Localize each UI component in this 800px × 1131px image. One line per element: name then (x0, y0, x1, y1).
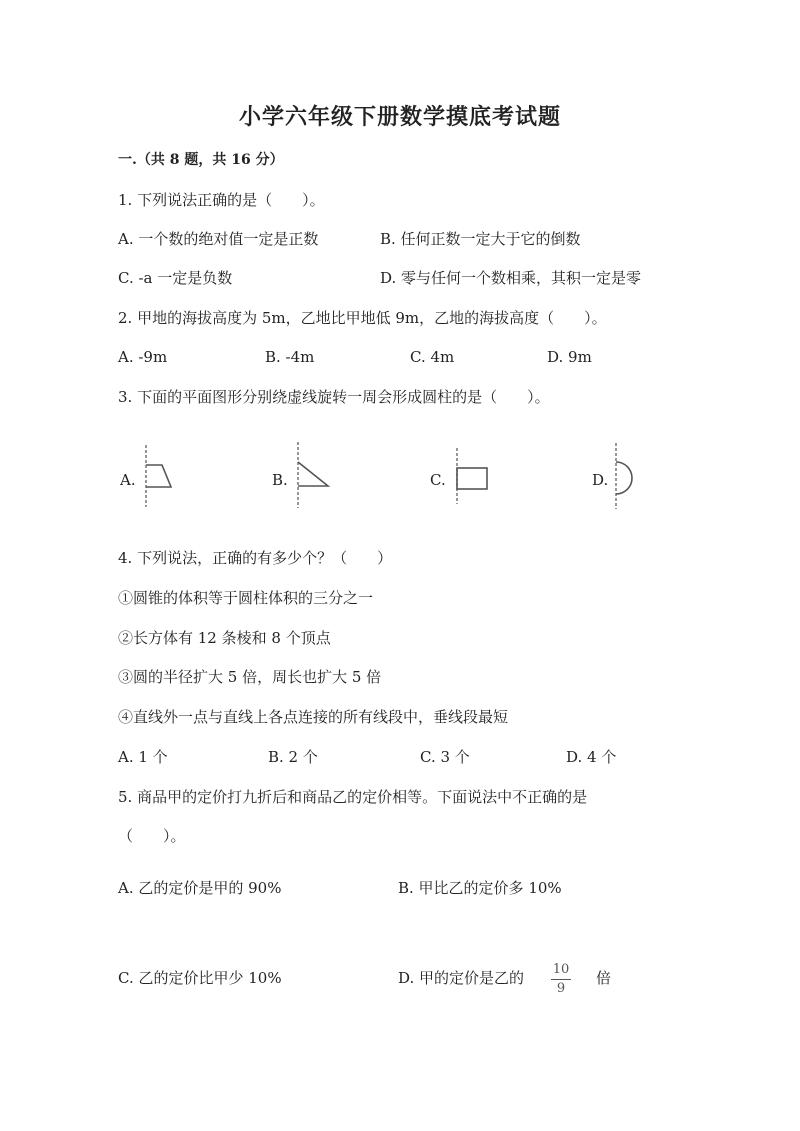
question-4-statement-3: ③圆的半径扩大 5 倍，周长也扩大 5 倍 (118, 668, 382, 686)
fraction-bar (551, 979, 571, 980)
question-2-option-d: D. 9m (547, 348, 592, 366)
question-2-option-b: B. -4m (265, 348, 315, 366)
question-4-stem: 4. 下列说法，正确的有多少个？（ ） (118, 549, 393, 567)
figure-b-label: B. (272, 471, 288, 489)
question-4-option-b: B. 2 个 (268, 748, 318, 766)
fraction-numerator: 10 (552, 962, 570, 977)
fraction-ten-ninths (548, 962, 574, 997)
question-4-option-c: C. 3 个 (420, 748, 470, 766)
question-5-option-d: D. 甲的定价是乙的 (398, 969, 525, 987)
figure-c-label: C. (430, 471, 446, 489)
trapezoid-shape-icon (140, 445, 180, 507)
question-1-option-d: D. 零与任何一个数相乘，其积一定是零 (380, 269, 642, 287)
question-2-option-c: C. 4m (410, 348, 455, 366)
question-1-option-b: B. 任何正数一定大于它的倒数 (380, 230, 581, 248)
question-5-option-c: C. 乙的定价比甲少 10% (118, 969, 282, 987)
question-5-stem: 5. 商品甲的定价打九折后和商品乙的定价相等。下面说法中不正确的是 (118, 788, 588, 806)
question-4-statement-4: ④直线外一点与直线上各点连接的所有线段中，垂线段最短 (118, 708, 509, 726)
page-title: 小学六年级下册数学摸底考试题 (238, 104, 561, 130)
question-4-statement-1: ①圆锥的体积等于圆柱体积的三分之一 (118, 589, 374, 607)
question-4-option-a: A. 1 个 (118, 748, 168, 766)
question-1-option-a: A. 一个数的绝对值一定是正数 (118, 230, 319, 248)
question-3-stem: 3. 下面的平面图形分别绕虚线旋转一周会形成圆柱的是（ ）。 (118, 388, 550, 406)
question-4-statement-2: ②长方体有 12 条棱和 8 个顶点 (118, 629, 331, 647)
semicircle-shape-icon (608, 443, 644, 509)
question-5-stem-continued: （ ）。 (118, 827, 186, 845)
question-1-option-c: C. -a 一定是负数 (118, 269, 233, 287)
fraction-denominator: 9 (556, 981, 566, 996)
question-5-option-d-suffix: 倍 (596, 969, 612, 987)
question-2-option-a: A. -9m (118, 348, 168, 366)
question-5-option-b: B. 甲比乙的定价多 10% (398, 879, 562, 897)
triangle-shape-icon (292, 442, 332, 508)
figure-d-label: D. (592, 471, 609, 489)
question-4-option-d: D. 4 个 (566, 748, 617, 766)
question-5-option-a: A. 乙的定价是甲的 90% (118, 879, 282, 897)
section-heading: 一.（共 8 题，共 16 分） (118, 152, 284, 168)
question-1-stem: 1. 下列说法正确的是（ ）。 (118, 191, 325, 209)
question-2-stem: 2. 甲地的海拔高度为 5m，乙地比甲地低 9m，乙地的海拔高度（ ）。 (118, 309, 607, 327)
figure-a-label: A. (120, 471, 136, 489)
rectangle-shape-icon (452, 448, 492, 504)
